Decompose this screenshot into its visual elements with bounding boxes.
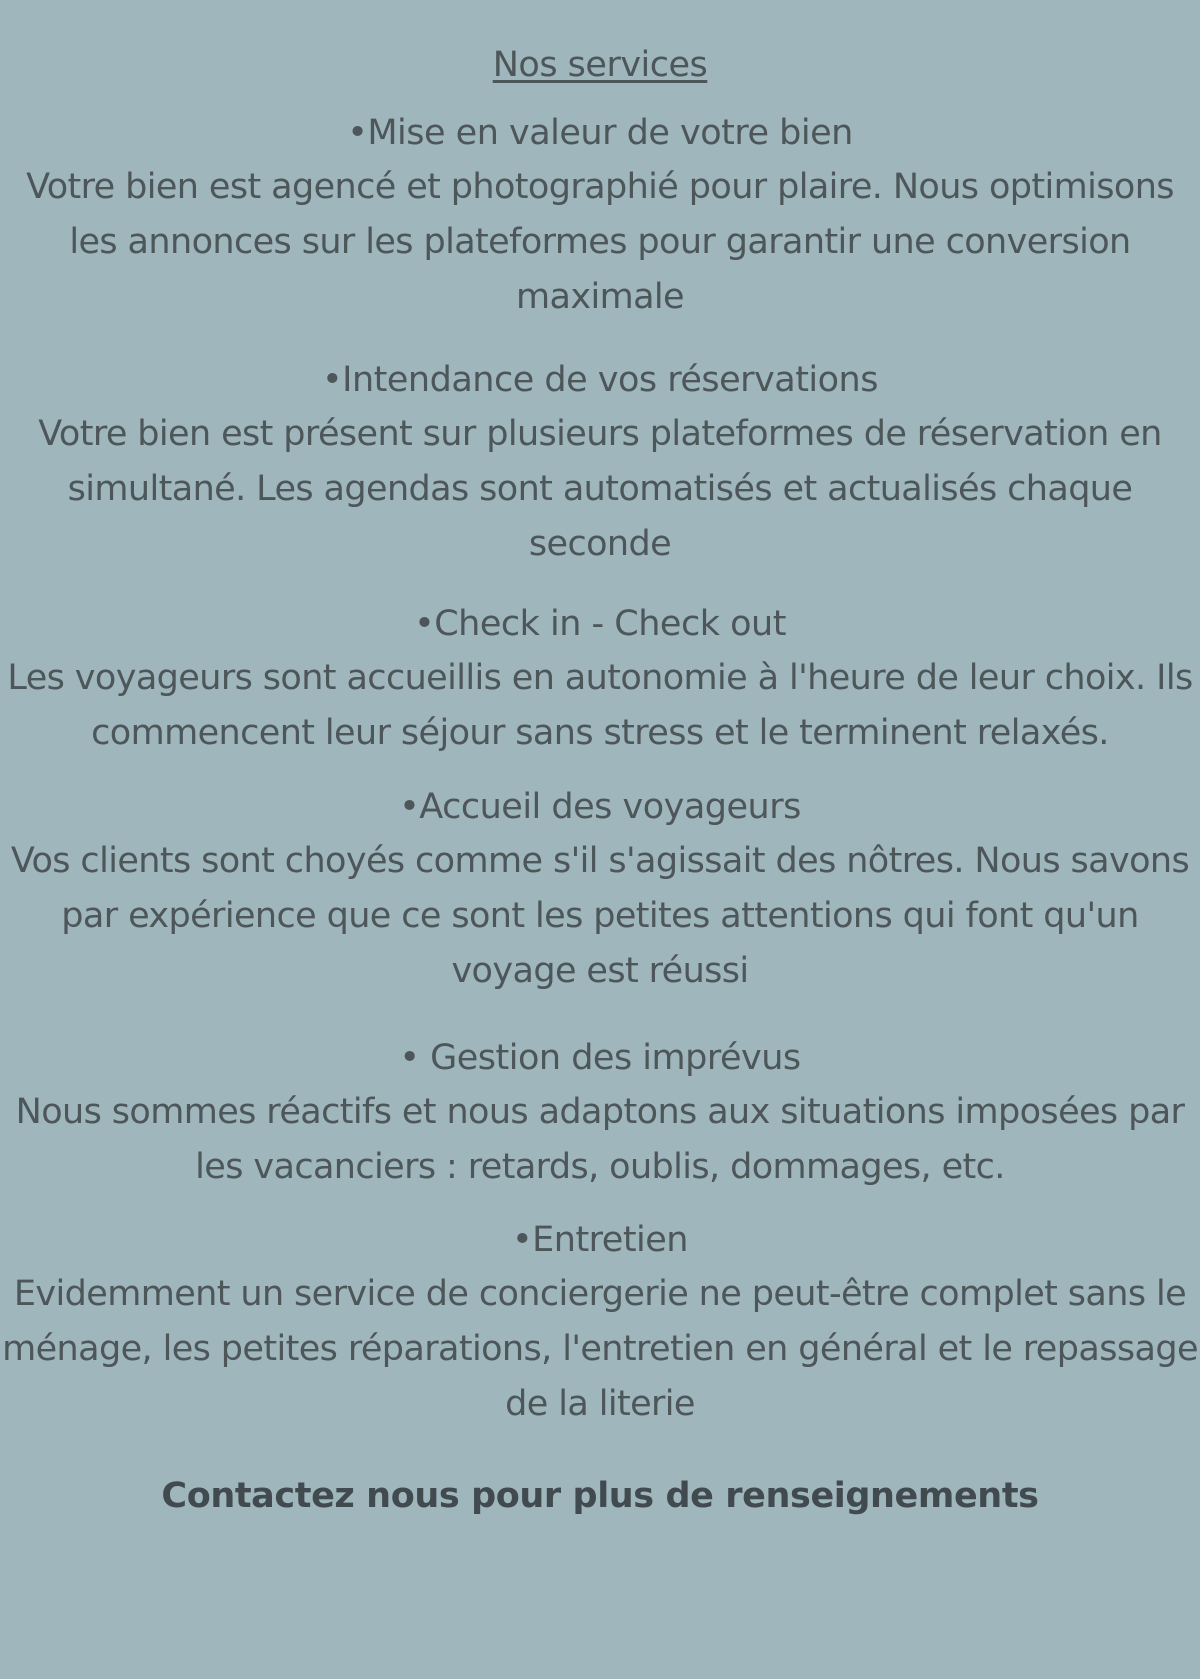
contact-text: Contactez nous pour plus de renseignements bbox=[161, 1476, 1039, 1516]
service-description-intendance: Votre bien est présent sur plusieurs plateformes de réservation en simultané. Les agendas sont automatisés et actualisés chaque seconde bbox=[38, 414, 1162, 564]
service-title-accueil: •Accueil des voyageurs bbox=[399, 787, 801, 827]
service-title-mise-en-valeur: •Mise en valeur de votre bien bbox=[347, 113, 853, 153]
service-item-accueil bbox=[0, 780, 1200, 999]
service-item-mise-en-valeur bbox=[0, 106, 1200, 325]
service-title-check-in-check-out: •Check in - Check out bbox=[414, 604, 786, 644]
service-description-entretien: Evidemment un service de conciergerie ne peut-être complet sans le ménage, les petites réparations, l'entretien en général et le repassage de la literie bbox=[2, 1274, 1198, 1424]
service-title-gestion-imprevus: • Gestion des imprévus bbox=[399, 1038, 801, 1078]
service-title-entretien: •Entretien bbox=[512, 1220, 688, 1260]
service-description-accueil: Vos clients sont choyés comme s'il s'agissait des nôtres. Nous savons par expérience que ce sont les petites attentions qui font qu'un voyage est réussi bbox=[10, 841, 1190, 991]
service-item-entretien bbox=[0, 1213, 1200, 1432]
service-item-gestion-imprevus bbox=[0, 1031, 1200, 1195]
services-title: Nos services bbox=[492, 45, 708, 85]
service-description-gestion-imprevus: Nous sommes réactifs et nous adaptons aux situations imposées par les vacanciers : retards, oublis, dommages, etc. bbox=[15, 1092, 1185, 1187]
service-description-check-in-check-out: Les voyageurs sont accueillis en autonomie à l'heure de leur choix. Ils commencent leur séjour sans stress et le terminent relaxés. bbox=[7, 658, 1193, 753]
service-item-intendance bbox=[0, 353, 1200, 572]
service-item-check-in-check-out bbox=[0, 597, 1200, 761]
service-description-mise-en-valeur: Votre bien est agencé et photographié pour plaire. Nous optimisons les annonces sur les plateformes pour garantir une conversion maximale bbox=[26, 167, 1174, 317]
service-title-intendance: •Intendance de vos réservations bbox=[322, 360, 878, 400]
